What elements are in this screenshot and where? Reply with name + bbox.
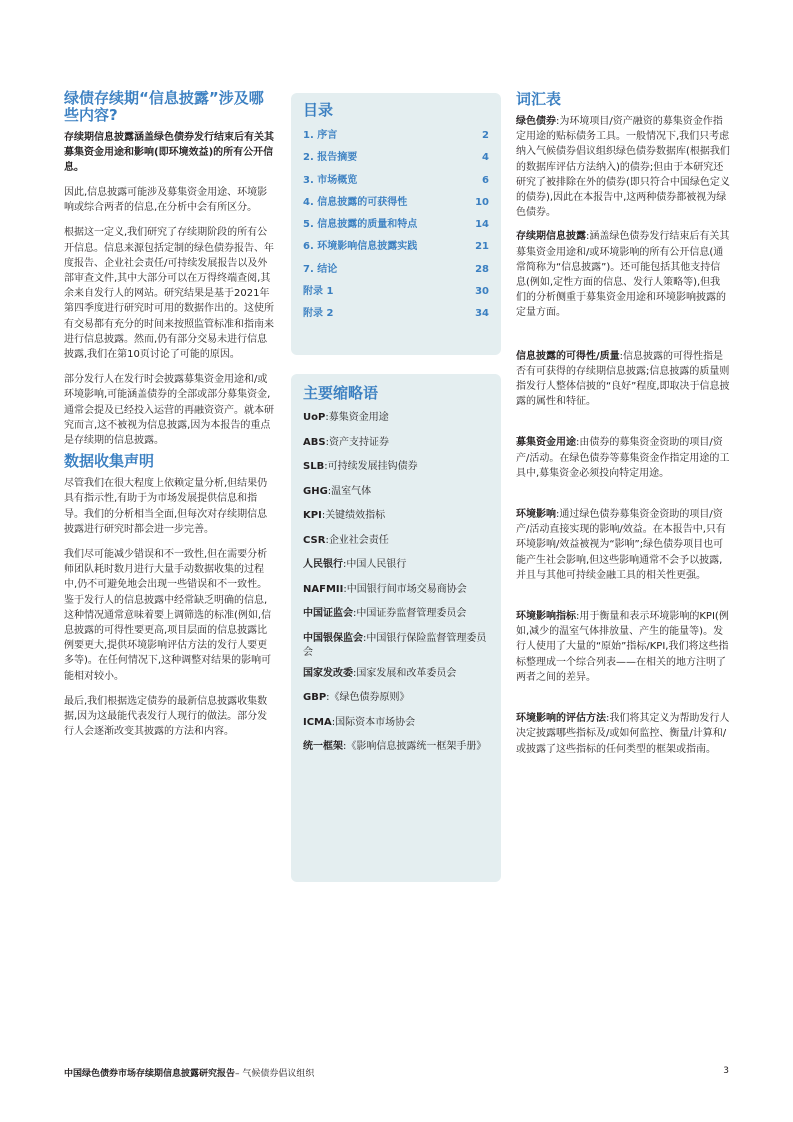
abbreviation-item: 中国银保监会:中国银行保险监督管理委员会 [303, 632, 487, 658]
intro-text: 存续期信息披露涵盖绿色债券发行结束后有关其募集资金用途和影响(即环境效益)的所有公开信息。 [64, 132, 274, 173]
paragraph: 根据这一定义,我们研究了存续期阶段的所有公开信息。信息来源包括定制的绿色债券报告、年度报告、企业社会责任/可持续发展报告以及外部审查文件,其中大部分可以在万得终端查阅,其余来自发行人的网站。研究结果是基于2021年第四季度进行研究时可用的数据作出的。这使所有交易都有充分的时间来按照监管标准和指南来进行信息披露。然而,仍有部分交易未进行信息披露,我们在第10页讨论了可能的原因。 [64, 227, 274, 361]
toc-item[interactable]: 1. 序言 2 [303, 130, 489, 141]
glossary-item: 募集资金用途:由债券的募集资金资助的项目/资产/活动。在绿色债券等募集资金作指定用途的工具中,募集资金必须投向特定用途。 [516, 437, 730, 479]
toc-item[interactable]: 3. 市场概览 6 [303, 174, 489, 186]
abbreviations-list [303, 408, 489, 762]
toc-item[interactable]: 4. 信息披露的可获得性 10 [303, 196, 489, 208]
glossary-column [516, 90, 730, 757]
abbreviation-item: ICMA:国际资本市场协会 [303, 716, 416, 728]
page-footer [64, 1066, 729, 1079]
toc-item[interactable]: 附录 1 30 [303, 286, 489, 298]
abbreviation-item: 国家发改委:国家发展和改革委员会 [303, 667, 457, 679]
abbreviation-item: GHG:温室气体 [303, 485, 372, 497]
left-column [64, 90, 277, 740]
paragraph: 最后,我们根据选定债券的最新信息披露收集数据,因为这最能代表发行人现行的做法。部分发行人会逐渐改变其披露的方法和内容。 [64, 695, 268, 738]
abbreviation-item: ABS:资产支持证券 [303, 436, 389, 448]
abbreviation-item: SLB:可持续发展挂钩债券 [303, 461, 418, 472]
toc-item[interactable]: 附录 2 34 [303, 308, 489, 320]
toc-item[interactable]: 7. 结论 28 [303, 263, 489, 275]
glossary-item: 信息披露的可得性/质量:信息披露的可得性指是否有可获得的存续期信息披露;信息披露的质量则指发行人整体信披的“良好”程度,即取决于信息披露的属性和特征。 [516, 350, 730, 408]
toc-item[interactable]: 6. 环境影响信息披露实践 21 [303, 241, 489, 253]
abbreviation-item: KPI:关键绩效指标 [303, 510, 386, 521]
abbreviations-box [291, 374, 501, 882]
paragraph: 因此,信息披露可能涉及募集资金用途、环境影响或综合两者的信息,在分析中会有所区分。 [64, 187, 268, 214]
paragraph: 部分发行人在发行时会披露募集资金用途和/或环境影响,可能涵盖债券的全部或部分募集资金,通常会提及已经投入运营的再融资资产。就本研究而言,这不被视为信息披露,因为本报告的重点是存续期的信息披露。 [64, 374, 274, 447]
paragraph: 我们尽可能减少错误和不一致性,但在需要分析师团队耗时数月进行大量手动数据收集的过程中,仍不可避免地会出现一些错误和不一致性。鉴于发行人的信息披露中经常缺乏明确的信息,这种情况通常意味着要上调筛选的标准(例如,信息披露的可得性要更高,项目层面的信息披露比例要更大,提供环境影响评估方法的发行人要更多等)。在任何情况下,这种调整对结果的影响可能相对较小。 [64, 549, 272, 682]
glossary-item: 环境影响:通过绿色债券募集资金资助的项目/资产/活动直接实现的影响/效益。在本报告中,只有环境影响/效益被视为“影响”;绿色债券项目也可能产生社会影响,但这些影响通常不会予以披露,并且与其他可持续金融工具的相关性更强。 [516, 509, 726, 581]
abbreviation-item: 中国证监会:中国证券监督管理委员会 [303, 608, 467, 619]
abbreviations-title: 主要缩略语 [303, 384, 379, 402]
section-title-data-collection: 数据收集声明 [64, 452, 155, 471]
abbreviation-item: 人民银行:中国人民银行 [303, 559, 407, 570]
toc-list [303, 125, 489, 326]
abbreviation-item: CSR:企业社会责任 [303, 534, 389, 546]
glossary-item: 存续期信息披露:涵盖绿色债券发行结束后有关其募集资金用途和/或环境影响的所有公开信息(通常简称为“信息披露”)。还可能包括其他支持信息(例如,定性方面的信息、发行人策略等),但我们的分析侧重于募集资金用途和环境影响披露的定量方面。 [516, 231, 730, 319]
abbreviation-item: GBP:《绿色债券原则》 [303, 692, 410, 703]
glossary-item: 环境影响指标:用于衡量和表示环境影响的KPI(例如,减少的温室气体排放量、产生的能量等)。发行人使用了大量的“原始”指标/KPI,我们将这些指标整理成一个综合列表——在相关的地方注明了两者之间的差异。 [516, 611, 729, 683]
page-number: 3 [723, 1066, 729, 1076]
toc-box [291, 93, 501, 355]
toc-item[interactable]: 2. 报告摘要 4 [303, 152, 489, 164]
section-title-disclosure: 绿债存续期“信息披露”涉及哪些内容? [64, 89, 264, 124]
toc-item[interactable]: 5. 信息披露的质量和特点 14 [303, 219, 489, 231]
footer-title: 中国绿色债券市场存续期信息披露研究报告– 气候债券倡议组织 [64, 1069, 315, 1079]
glossary-title: 词汇表 [516, 90, 562, 108]
paragraph: 尽管我们在很大程度上依赖定量分析,但结果仍具有指示性,有助于为市场发展提供信息和指导。我们的分析相当全面,但每次对存续期信息披露进行研究时都会进一步完善。 [64, 478, 268, 535]
abbreviation-item: NAFMII:中国银行间市场交易商协会 [303, 583, 467, 595]
glossary-item: 绿色债券:为环境项目/资产融资的募集资金作指定用途的贴标债务工具。一般情况下,我们只考虑纳入气候债券倡议组织绿色债券数据库(根据我们的数据库评估方法纳入)的债券;但由于本研究还研究了被排除在外的债券(即只符合中国绿色定义的债券),因此在本报告中,这两种债券都被视为绿色债券。 [516, 116, 730, 219]
toc-title: 目录 [303, 101, 334, 119]
abbreviation-item: UoP:募集资金用途 [303, 412, 389, 423]
glossary-item: 环境影响的评估方法:我们将其定义为帮助发行人决定披露哪些指标及/或如何监控、衡量/计算和/或披露了这些指标的任何类型的框架或指南。 [516, 713, 730, 755]
abbreviation-item: 统一框架:《影响信息披露统一框架手册》 [303, 741, 487, 752]
